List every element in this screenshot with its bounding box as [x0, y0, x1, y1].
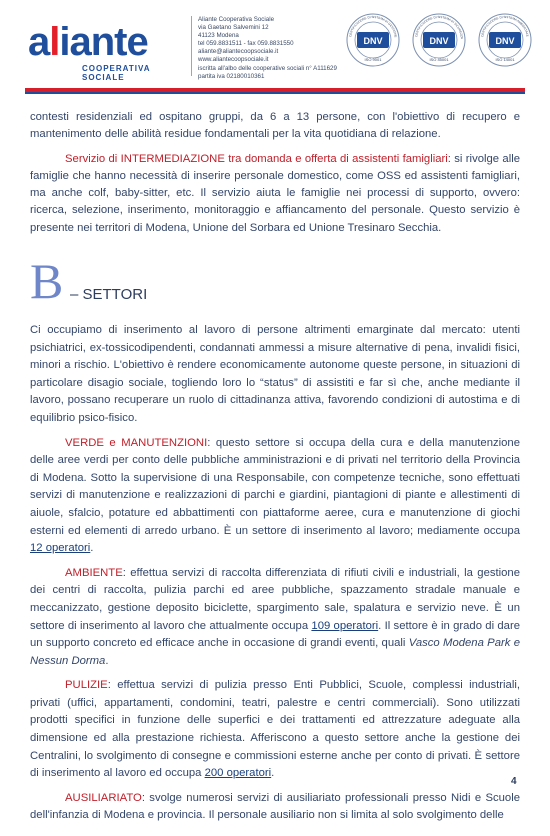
paragraph-intro: Ci occupiamo di inserimento al lavoro di persone altrimenti emarginate dal mercato: utenti psichiatrici, ex-tossicodipendenti, condannati ammessi a misure alternative di pena, invalidi fisici, minori a rischio. L'obiettivo è rendere economicamente autonome queste persone, in situazioni di particolare disagio sociale, togliendo loro lo “status” di assistiti e far sì che, anche mediante il lavoro, possano recuperare un ruolo di cittadinanza attiva, favorendo condizioni di autostima e di equilibrio psico-fisico.	[30, 324, 520, 424]
contact-line: via Gaetano Salvemini 12	[198, 24, 269, 32]
logo-wordmark: aliante	[28, 20, 148, 64]
lead-label: PULIZIE	[65, 679, 108, 692]
section-heading	[30, 253, 330, 309]
certification-badges	[345, 12, 535, 72]
badge-label: DNV	[363, 36, 383, 46]
paragraph-ausiliariato: AUSILIARIATO: svolge numerosi servizi di ausiliariato professionali presso Nidi e Scuole dell'infanzia di Modena e provincia. Il personale ausiliario non si limita al solo svolgimento delle	[30, 791, 520, 822]
badge-code: ISO 9001	[364, 57, 382, 62]
lead-label: Servizio di INTERMEDIAZIONE tra domanda e offerta di assistenti famigliari	[65, 152, 448, 165]
contact-block	[198, 16, 337, 81]
dnv-iso9001-badge	[345, 12, 401, 68]
lead-label: AMBIENTE	[65, 566, 123, 579]
logo-subtitle: COOPERATIVA SOCIALE	[82, 64, 151, 82]
contact-line: aliante@aliantecoopsociale.it	[198, 48, 279, 56]
operator-count: 12 operatori	[30, 542, 91, 555]
paragraph: contesti residenziali ed ospitano gruppi, da 6 a 13 persone, con l'obiettivo di recupero e mantenimento delle abilità residue fondamentali per la vita quotidiana di relazione.	[30, 111, 520, 141]
header-blue-rule	[25, 92, 525, 94]
contact-line: iscritta all'albo delle cooperative sociali n° A111629	[198, 64, 337, 72]
paragraph-verde: VERDE e MANUTENZIONI: questo settore si occupa della cura e della manutenzione delle aree verdi per conto delle pubbliche amministrazioni e di privati nel territorio della Provincia di Modena. Sotto la supervisione di una Responsabile, con competenze tecniche, sono effettuati servizi di manutenzione e realizzazioni di parchi e giardini, piantagioni di piante e allestimenti di aiuole, sfalcio, potature ed abbattimenti con piattaforme aeree, cura e manutenzione di giochi esterni ed elementi di arredo urbano. È un settore di inserimento al lavoro; mediamente occupa 12 operatori.	[30, 436, 520, 555]
page-header	[0, 0, 550, 100]
operator-count: 109 operatori	[311, 619, 379, 632]
page-number: 4	[511, 776, 517, 787]
aliante-logo	[28, 18, 188, 82]
contact-line: 41123 Modena	[198, 32, 239, 40]
badge-code: ISO 45001	[429, 57, 449, 62]
operator-count: 200 operatori	[204, 767, 272, 780]
contact-line: tel 059.8831511 - fax 059.8831550	[198, 40, 294, 48]
header-divider	[191, 16, 192, 76]
intro-text	[30, 109, 520, 237]
event-names: Vasco Modena Park e Nessun Dorma	[30, 637, 520, 667]
badge-ring-text: CERTIFICAZIONE DI SISTEMA DI GESTIONE	[348, 14, 398, 38]
paragraph-pulizie: PULIZIE: effettua servizi di pulizia presso Enti Pubblici, Scuole, complessi industriali, privati (uffici, appartamenti, condomini, teatri, palestre e centri commerciali). Sono utilizzati prodotti specifici in funzione delle superfici e dei trattamenti ed attrezzature adeguate alla dimensione ed alla prestazione richiesta. Afferiscono a questo settore anche la gestione dei Centralini, lo svolgimento di consegne e commissioni esterne anche per conto di privati. È settore di inserimento al lavoro ed occupa 200 operatori.	[30, 679, 520, 780]
dnv-iso45001-badge	[411, 12, 467, 68]
badge-label: DNV	[495, 36, 515, 46]
section-letter: B	[30, 253, 64, 309]
dnv-iso14001-badge	[477, 12, 533, 68]
badge-ring-text: CERTIFICAZIONE DI SISTEMA DI SICUREZZA	[414, 14, 464, 40]
badge-ring-text: CERTIFICAZIONE DI SISTEMA AMBIENTALE	[480, 14, 530, 38]
contact-line: Aliante Cooperativa Sociale	[198, 16, 275, 23]
badge-label: DNV	[429, 36, 449, 46]
badge-code: ISO 14001	[495, 57, 515, 62]
contact-line: partita iva 02180010361	[198, 72, 265, 80]
lead-label: VERDE e MANUTENZIONI	[65, 436, 208, 449]
section-title: – SETTORI	[70, 286, 148, 303]
lead-label: AUSILIARIATO	[65, 791, 142, 804]
body-text	[30, 322, 520, 825]
contact-line: www.aliantecoopsociale.it	[198, 56, 269, 64]
paragraph-ambiente: AMBIENTE: effettua servizi di raccolta differenziata di rifiuti civili e industriali, la gestione dei centri di raccolta, pulizia parchi ed aree pubbliche, spazzamento stradale manuale e meccanizzato, gestione deposito biciclette, spargimento sale, spalatura e servizio neve. È un settore di inserimento al lavoro che attualmente occupa 109 operatori. Il settore è in grado di dare un supporto concreto ed efficace anche in occasione di grandi eventi, quali Vasco Modena Park e Nessun Dorma.	[30, 566, 520, 667]
paragraph-intermediazione: Servizio di INTERMEDIAZIONE tra domanda e offerta di assistenti famigliari: si rivolge alle famiglie che hanno necessità di inserire personale domestico, come OSS ed assistenti famigliari, ma anche colf, baby-sitter, etc. Il servizio aiuta le famiglie nei processi di supporto, ovvero: ricerca, selezione, inserimento, monitoraggio e affiancamento del personale. Questo servizio è presente nei territori di Modena, Unione del Sorbara ed Unione Tresinaro Secchia.	[30, 152, 521, 234]
